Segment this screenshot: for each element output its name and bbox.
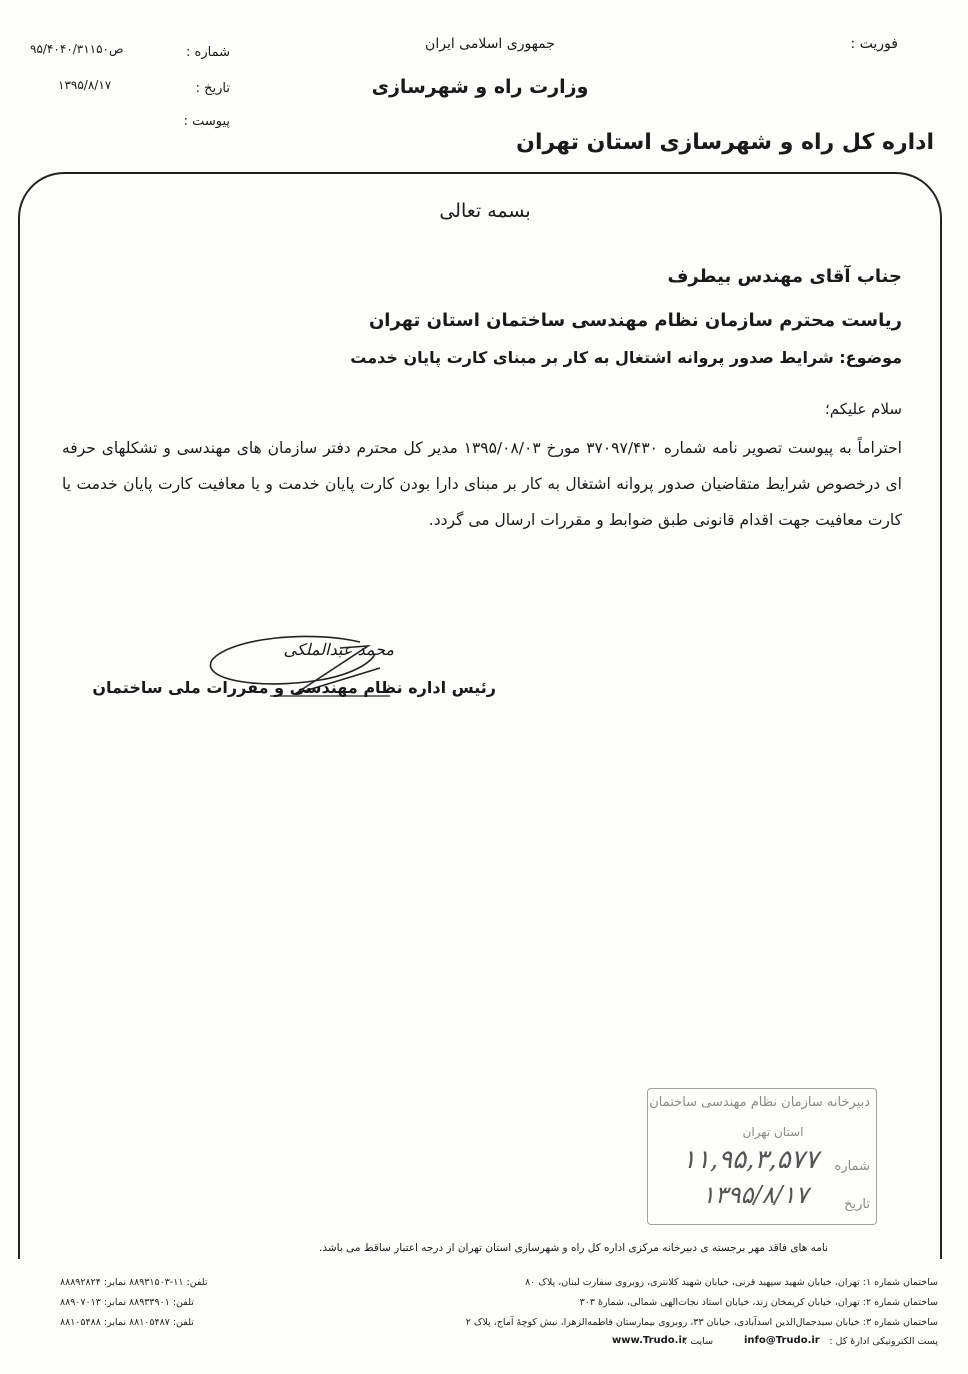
- ministry-title: وزارت راه و شهرسازی: [371, 76, 589, 98]
- stamp-date-value: ۱۳۹۵/۸/۱۷: [702, 1181, 809, 1209]
- phone-3: تلفن: ۸۸۱۰۵۴۸۷ نمابر: ۸۸۱۰۵۴۸۸: [60, 1317, 194, 1328]
- address-1: ساختمان شماره ۱: تهران، خیابان شهید سپهبد قرنی، خیابان شهید کلانتری، روبروی سفارت لبنان، پلاک ۸۰: [525, 1277, 938, 1288]
- registry-stamp: [647, 1088, 877, 1225]
- stamp-province: استان تهران: [742, 1125, 804, 1139]
- invocation: بسمه تعالی: [439, 200, 531, 222]
- general-office-title: اداره کل راه و شهرسازی استان تهران: [516, 130, 934, 155]
- signatory-name: محمد عبدالملکی: [283, 640, 394, 659]
- attachment-label: پیوست :: [183, 114, 230, 129]
- phone-1: تلفن: ۱۱-۸۸۹۳۱۵۰۳ نمابر: ۸۸۸۹۲۸۲۴: [60, 1277, 208, 1288]
- number-value: ۹۵/۴۰۴۰/۳۱۱۵۰ص: [30, 42, 124, 56]
- address-3: ساختمان شماره ۳: خیابان سیدجمال‌الدین اسدآبادی، خیابان ۳۳، روبروی بیمارستان فاطمه‌الزهرا، نبش کوچهٔ آماج، پلاک ۲: [465, 1317, 938, 1328]
- address-2: ساختمان شماره ۲: تهران، خیابان کریمخان زند، خیابان استاد نجات‌الهی شمالی، شمارهٔ ۳۰۳: [579, 1297, 938, 1308]
- email-link[interactable]: info@Trudo.ir: [744, 1335, 820, 1346]
- phone-2: تلفن: ۸۸۹۳۳۹۰۱ نمابر: ۸۸۹۰۷۰۱۳: [60, 1297, 194, 1308]
- urgency-label: فوریت :: [850, 36, 898, 52]
- stamp-number-value: ۱۱,۹۵,۳,۵۷۷: [682, 1145, 819, 1175]
- number-label: شماره :: [186, 45, 230, 60]
- email-label: پست الکترونیکی ادارهٔ کل :: [829, 1336, 938, 1347]
- letter-body: احتراماً به پیوست تصویر نامه شماره ۳۷۰۹۷/۴۳۰ مورخ ۱۳۹۵/۰۸/۰۳ مدیر کل محترم دفتر سازمان های مهندسی و تشکلهای حرفه ای درخصوص شرایط متقاضیان صدور پروانه اشتغال به کار بر مبنای دارا بودن کارت پایان خدمت و یا معافیت کارت پایان خدمت یا کارت معافیت جهت اقدام قانونی طبق ضوابط و مقررات ارسال می گردد.: [62, 439, 902, 529]
- signatory-title: رئیس اداره نظام مهندسی و مقررات ملی ساختمان: [92, 678, 496, 697]
- date-label: تاریخ :: [195, 81, 230, 96]
- site-link[interactable]: www.Trudo.ir: [612, 1335, 687, 1346]
- republic-title: جمهوری اسلامی ایران: [425, 36, 555, 52]
- recipient-title: ریاست محترم سازمان نظام مهندسی ساختمان استان تهران: [368, 310, 902, 331]
- recipient-name: جناب آقای مهندس بیطرف: [667, 266, 902, 287]
- greeting: سلام علیکم؛: [824, 400, 902, 418]
- date-value: ۱۳۹۵/۸/۱۷: [58, 78, 112, 92]
- validity-notice: نامه های فاقد مهر برجسته ی دبیرخانه مرکزی اداره کل راه و شهرسازی استان تهران از درجه اعتبار ساقط می باشد.: [319, 1242, 828, 1254]
- stamp-number-label: شماره: [834, 1159, 870, 1174]
- site-label: سایت :: [684, 1336, 714, 1347]
- subject: موضوع: شرایط صدور پروانه اشتغال به کار بر مبنای کارت پایان خدمت: [350, 348, 902, 367]
- stamp-date-label: تاریخ: [844, 1197, 870, 1212]
- stamp-org: دبیرخانه سازمان نظام مهندسی ساختمان: [649, 1095, 870, 1110]
